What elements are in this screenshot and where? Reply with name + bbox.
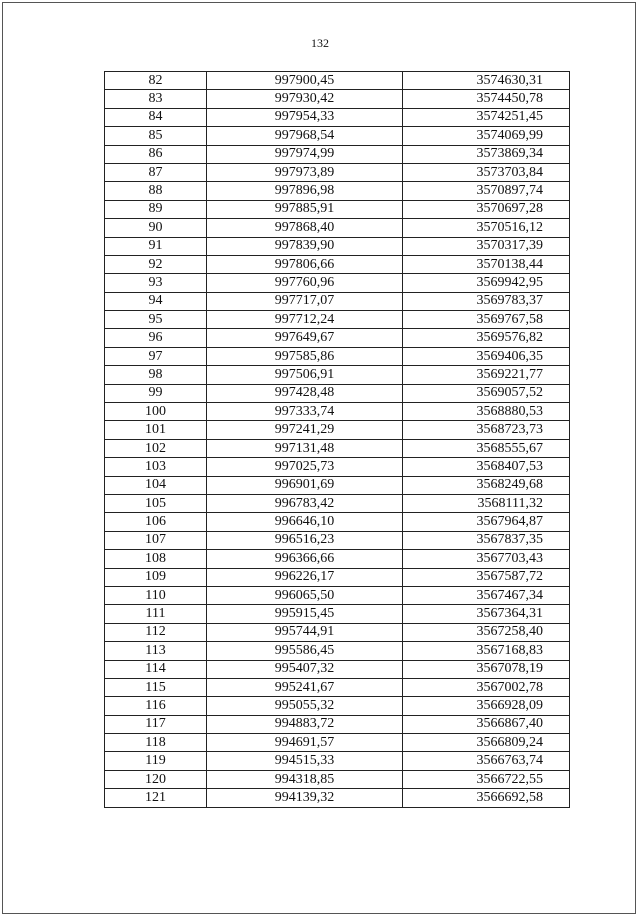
table-row [105, 605, 570, 623]
x-coordinate-cell: 996646,10 [207, 513, 403, 531]
y-coordinate-cell: 3569783,37 [403, 292, 570, 310]
x-coordinate-cell: 997974,99 [207, 145, 403, 163]
y-coordinate-cell: 3567467,34 [403, 586, 570, 604]
y-coordinate-cell: 3573703,84 [403, 163, 570, 181]
x-coordinate-cell: 997506,91 [207, 366, 403, 384]
point-number-cell: 87 [105, 163, 207, 181]
point-number-cell: 119 [105, 752, 207, 770]
point-number-cell: 91 [105, 237, 207, 255]
y-coordinate-cell: 3567364,31 [403, 605, 570, 623]
point-number-cell: 99 [105, 384, 207, 402]
y-coordinate-cell: 3574069,99 [403, 127, 570, 145]
table-row [105, 513, 570, 531]
table-row [105, 163, 570, 181]
point-number-cell: 111 [105, 605, 207, 623]
x-coordinate-cell: 997900,45 [207, 72, 403, 90]
point-number-cell: 98 [105, 366, 207, 384]
y-coordinate-cell: 3569942,95 [403, 274, 570, 292]
point-number-cell: 102 [105, 439, 207, 457]
coordinates-table [104, 71, 570, 808]
table-row [105, 623, 570, 641]
x-coordinate-cell: 997806,66 [207, 255, 403, 273]
y-coordinate-cell: 3567964,87 [403, 513, 570, 531]
y-coordinate-cell: 3570317,39 [403, 237, 570, 255]
table-row [105, 476, 570, 494]
point-number-cell: 113 [105, 642, 207, 660]
y-coordinate-cell: 3567078,19 [403, 660, 570, 678]
y-coordinate-cell: 3566763,74 [403, 752, 570, 770]
y-coordinate-cell: 3567258,40 [403, 623, 570, 641]
point-number-cell: 93 [105, 274, 207, 292]
point-number-cell: 89 [105, 200, 207, 218]
table-row [105, 108, 570, 126]
table-row [105, 458, 570, 476]
y-coordinate-cell: 3570697,28 [403, 200, 570, 218]
table-row [105, 752, 570, 770]
point-number-cell: 109 [105, 568, 207, 586]
table-row [105, 255, 570, 273]
table-row [105, 292, 570, 310]
y-coordinate-cell: 3569221,77 [403, 366, 570, 384]
page-number: 132 [311, 36, 329, 50]
y-coordinate-cell: 3568723,73 [403, 421, 570, 439]
table-row [105, 403, 570, 421]
x-coordinate-cell: 997930,42 [207, 90, 403, 108]
x-coordinate-cell: 997649,67 [207, 329, 403, 347]
point-number-cell: 92 [105, 255, 207, 273]
table-row [105, 145, 570, 163]
x-coordinate-cell: 996901,69 [207, 476, 403, 494]
x-coordinate-cell: 997968,54 [207, 127, 403, 145]
x-coordinate-cell: 997585,86 [207, 347, 403, 365]
y-coordinate-cell: 3568249,68 [403, 476, 570, 494]
x-coordinate-cell: 997760,96 [207, 274, 403, 292]
x-coordinate-cell: 997131,48 [207, 439, 403, 457]
x-coordinate-cell: 994691,57 [207, 734, 403, 752]
table-row [105, 660, 570, 678]
point-number-cell: 112 [105, 623, 207, 641]
point-number-cell: 84 [105, 108, 207, 126]
y-coordinate-cell: 3574251,45 [403, 108, 570, 126]
table-row [105, 421, 570, 439]
x-coordinate-cell: 997839,90 [207, 237, 403, 255]
table-row [105, 329, 570, 347]
y-coordinate-cell: 3566809,24 [403, 734, 570, 752]
table-row [105, 789, 570, 807]
point-number-cell: 86 [105, 145, 207, 163]
table-row [105, 678, 570, 696]
table-row [105, 384, 570, 402]
x-coordinate-cell: 997973,89 [207, 163, 403, 181]
y-coordinate-cell: 3567002,78 [403, 678, 570, 696]
point-number-cell: 95 [105, 311, 207, 329]
point-number-cell: 121 [105, 789, 207, 807]
x-coordinate-cell: 997868,40 [207, 219, 403, 237]
x-coordinate-cell: 994883,72 [207, 715, 403, 733]
table-row [105, 127, 570, 145]
table-row [105, 531, 570, 549]
y-coordinate-cell: 3569057,52 [403, 384, 570, 402]
y-coordinate-cell: 3573869,34 [403, 145, 570, 163]
y-coordinate-cell: 3568880,53 [403, 403, 570, 421]
point-number-cell: 97 [105, 347, 207, 365]
table-row [105, 715, 570, 733]
table-row [105, 311, 570, 329]
point-number-cell: 85 [105, 127, 207, 145]
point-number-cell: 105 [105, 494, 207, 512]
table-row [105, 586, 570, 604]
point-number-cell: 103 [105, 458, 207, 476]
x-coordinate-cell: 997885,91 [207, 200, 403, 218]
table-row [105, 200, 570, 218]
table-row [105, 366, 570, 384]
y-coordinate-cell: 3569767,58 [403, 311, 570, 329]
x-coordinate-cell: 996366,66 [207, 550, 403, 568]
point-number-cell: 101 [105, 421, 207, 439]
y-coordinate-cell: 3570897,74 [403, 182, 570, 200]
y-coordinate-cell: 3566867,40 [403, 715, 570, 733]
table-row [105, 90, 570, 108]
y-coordinate-cell: 3570516,12 [403, 219, 570, 237]
x-coordinate-cell: 996226,17 [207, 568, 403, 586]
y-coordinate-cell: 3567703,43 [403, 550, 570, 568]
y-coordinate-cell: 3567837,35 [403, 531, 570, 549]
point-number-cell: 118 [105, 734, 207, 752]
table-row [105, 72, 570, 90]
x-coordinate-cell: 997025,73 [207, 458, 403, 476]
point-number-cell: 82 [105, 72, 207, 90]
table-row [105, 182, 570, 200]
y-coordinate-cell: 3566692,58 [403, 789, 570, 807]
table-row [105, 697, 570, 715]
table-row [105, 494, 570, 512]
x-coordinate-cell: 996065,50 [207, 586, 403, 604]
point-number-cell: 116 [105, 697, 207, 715]
point-number-cell: 106 [105, 513, 207, 531]
y-coordinate-cell: 3566928,09 [403, 697, 570, 715]
x-coordinate-cell: 996516,23 [207, 531, 403, 549]
point-number-cell: 114 [105, 660, 207, 678]
x-coordinate-cell: 994139,32 [207, 789, 403, 807]
table-row [105, 642, 570, 660]
point-number-cell: 83 [105, 90, 207, 108]
y-coordinate-cell: 3567168,83 [403, 642, 570, 660]
y-coordinate-cell: 3568407,53 [403, 458, 570, 476]
point-number-cell: 100 [105, 403, 207, 421]
table-row [105, 770, 570, 788]
x-coordinate-cell: 997896,98 [207, 182, 403, 200]
table-row [105, 274, 570, 292]
x-coordinate-cell: 997333,74 [207, 403, 403, 421]
y-coordinate-cell: 3569576,82 [403, 329, 570, 347]
x-coordinate-cell: 995586,45 [207, 642, 403, 660]
x-coordinate-cell: 994515,33 [207, 752, 403, 770]
y-coordinate-cell: 3566722,55 [403, 770, 570, 788]
x-coordinate-cell: 997954,33 [207, 108, 403, 126]
point-number-cell: 108 [105, 550, 207, 568]
y-coordinate-cell: 3569406,35 [403, 347, 570, 365]
point-number-cell: 120 [105, 770, 207, 788]
table-row [105, 550, 570, 568]
point-number-cell: 90 [105, 219, 207, 237]
x-coordinate-cell: 995407,32 [207, 660, 403, 678]
y-coordinate-cell: 3568555,67 [403, 439, 570, 457]
table-row [105, 439, 570, 457]
point-number-cell: 96 [105, 329, 207, 347]
table-row [105, 568, 570, 586]
point-number-cell: 104 [105, 476, 207, 494]
point-number-cell: 107 [105, 531, 207, 549]
y-coordinate-cell: 3570138,44 [403, 255, 570, 273]
x-coordinate-cell: 997717,07 [207, 292, 403, 310]
y-coordinate-cell: 3574450,78 [403, 90, 570, 108]
y-coordinate-cell: 3568111,32 [403, 494, 570, 512]
table-row [105, 347, 570, 365]
x-coordinate-cell: 997712,24 [207, 311, 403, 329]
table-row [105, 219, 570, 237]
point-number-cell: 115 [105, 678, 207, 696]
x-coordinate-cell: 994318,85 [207, 770, 403, 788]
table-row [105, 734, 570, 752]
x-coordinate-cell: 995241,67 [207, 678, 403, 696]
y-coordinate-cell: 3574630,31 [403, 72, 570, 90]
point-number-cell: 94 [105, 292, 207, 310]
y-coordinate-cell: 3567587,72 [403, 568, 570, 586]
point-number-cell: 88 [105, 182, 207, 200]
point-number-cell: 110 [105, 586, 207, 604]
table-row [105, 237, 570, 255]
point-number-cell: 117 [105, 715, 207, 733]
x-coordinate-cell: 997241,29 [207, 421, 403, 439]
x-coordinate-cell: 996783,42 [207, 494, 403, 512]
x-coordinate-cell: 995744,91 [207, 623, 403, 641]
coordinates-table-body [105, 72, 570, 808]
x-coordinate-cell: 997428,48 [207, 384, 403, 402]
x-coordinate-cell: 995055,32 [207, 697, 403, 715]
x-coordinate-cell: 995915,45 [207, 605, 403, 623]
